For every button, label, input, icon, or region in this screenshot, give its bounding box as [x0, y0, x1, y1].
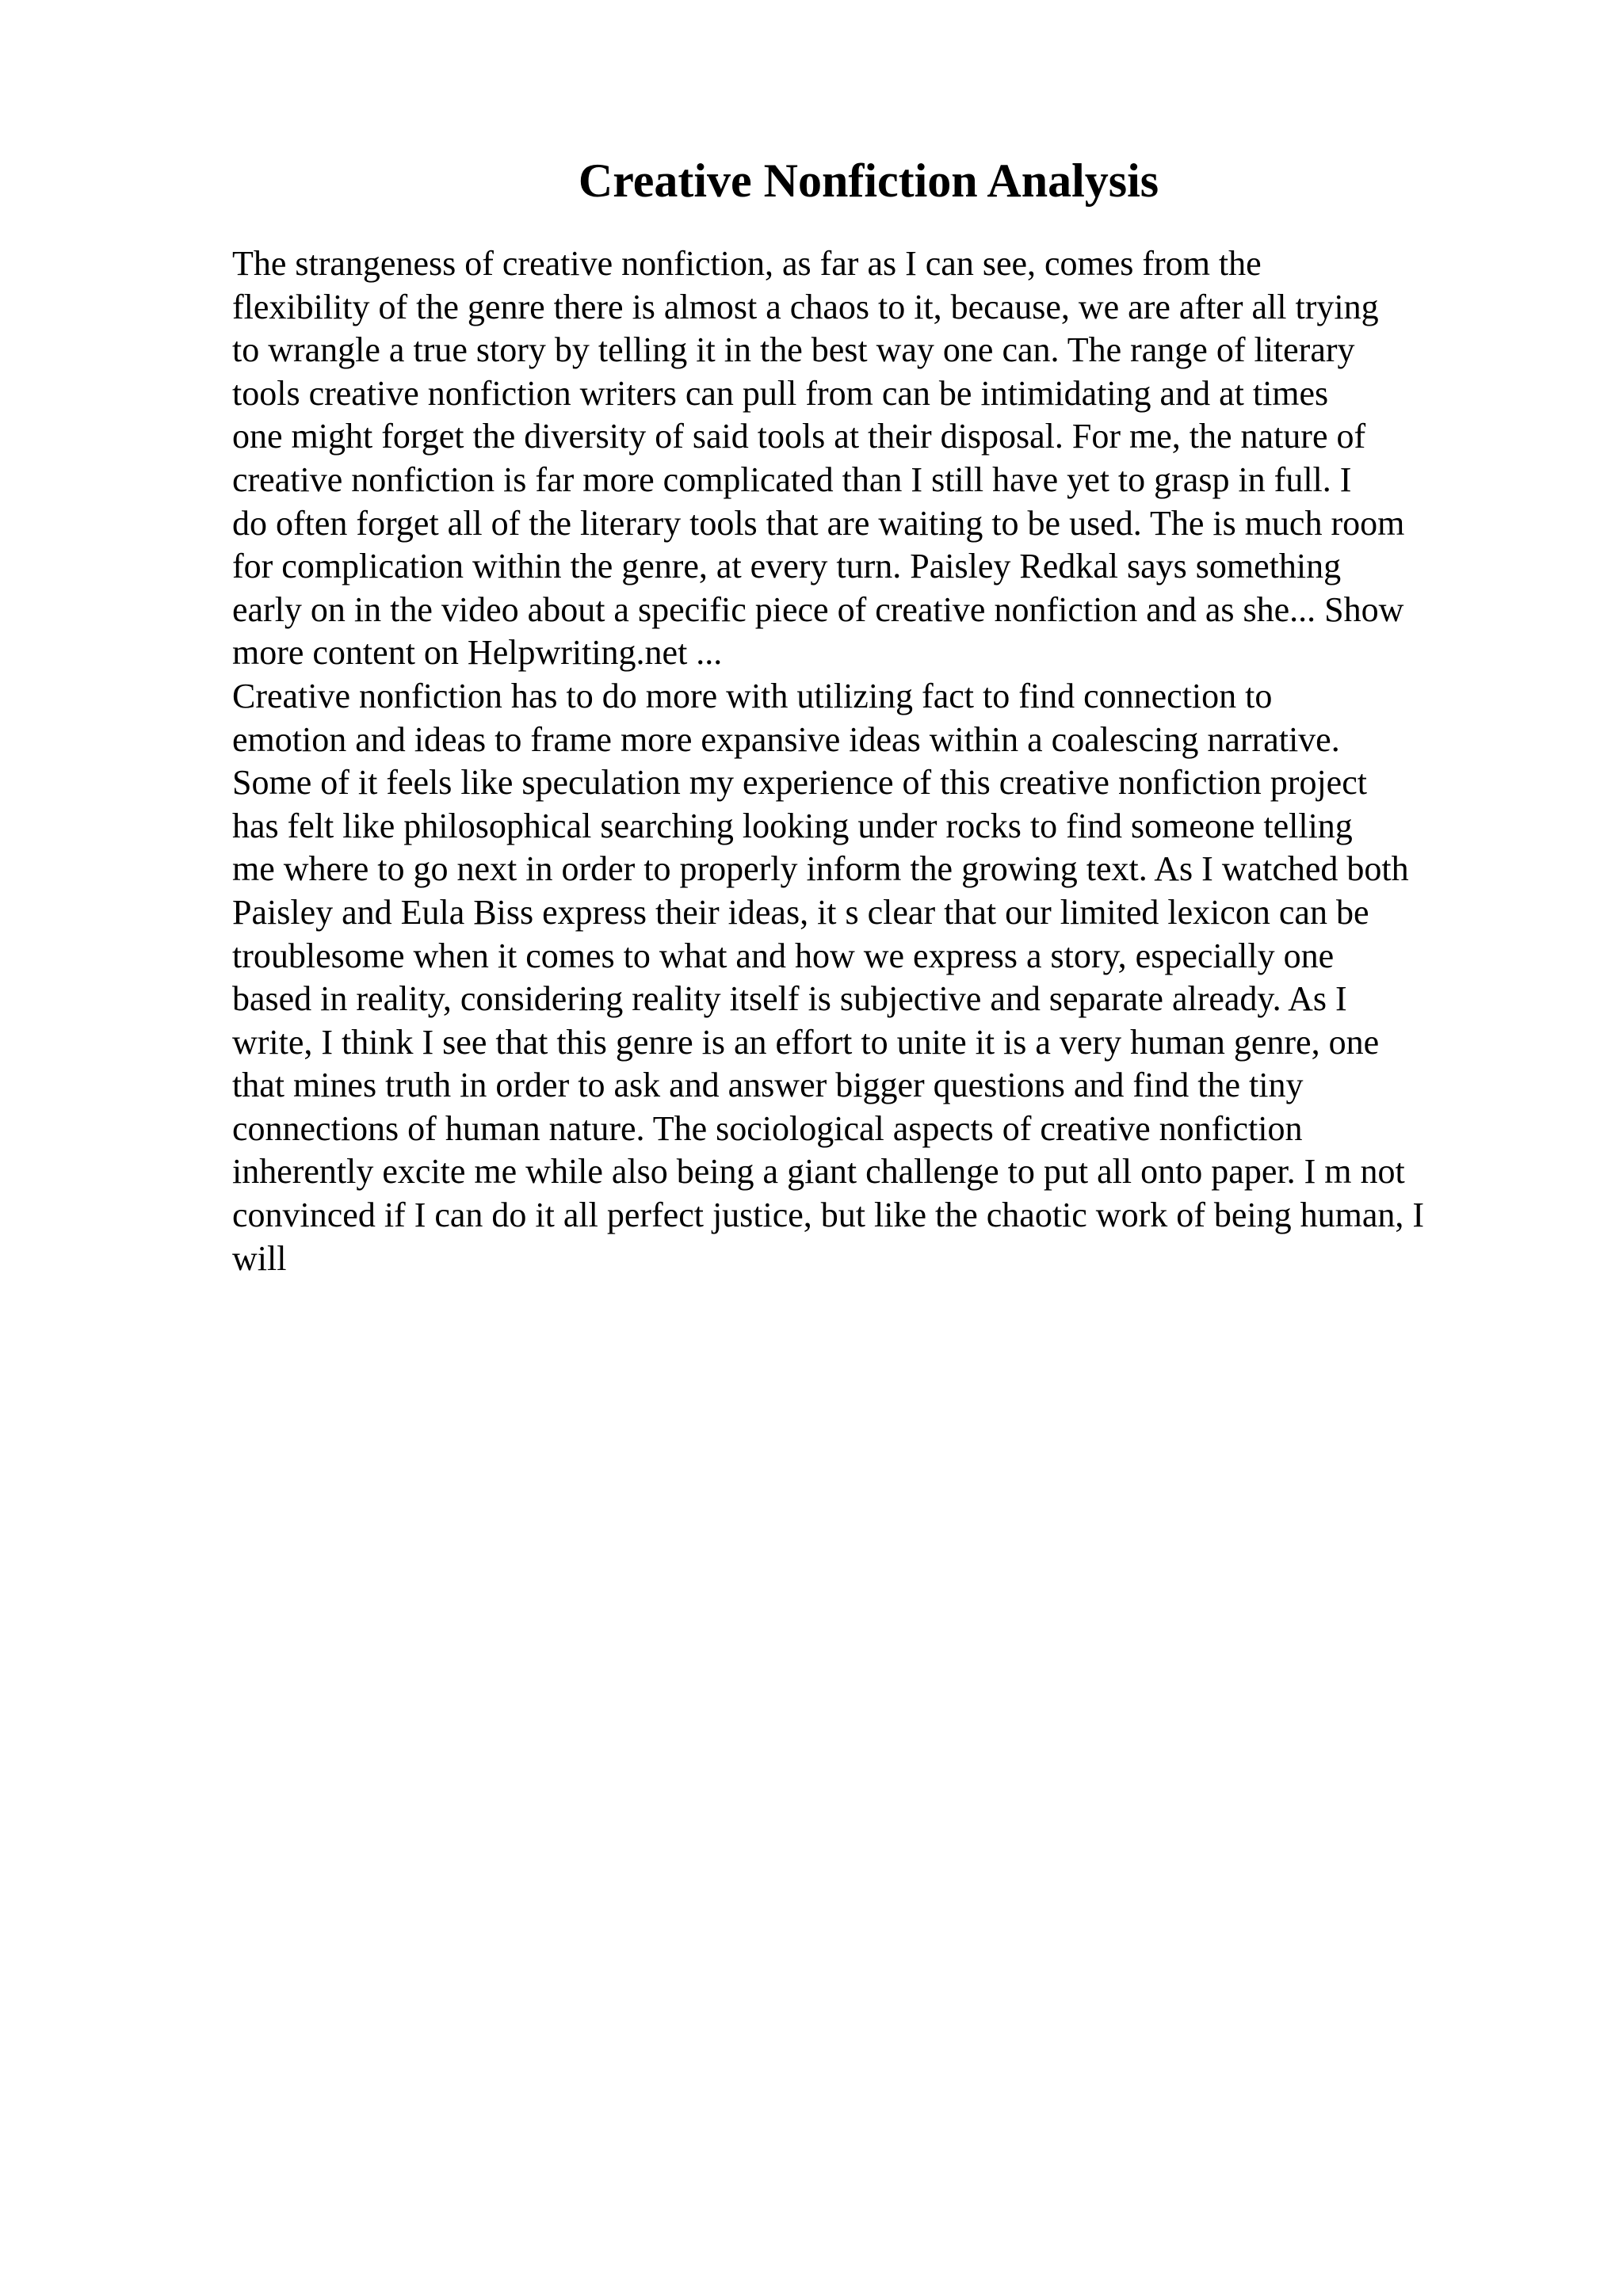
text-line: Paisley and Eula Biss express their ideas, it s clear that our limited lexicon can be — [232, 892, 1369, 932]
text-line: write, I think I see that this genre is an effort to unite it is a very human genre, one — [232, 1022, 1380, 1062]
document-body — [232, 242, 1595, 1280]
text-line: tools creative nonfiction writers can pull from can be intimidating and at times — [232, 373, 1329, 413]
text-line: that mines truth in order to ask and answer bigger questions and find the tiny — [232, 1066, 1304, 1105]
text-line: convinced if I can do it all perfect justice, but like the chaotic work of being human, I — [232, 1196, 1425, 1235]
document-title: Creative Nonfiction Analysis — [578, 154, 1159, 207]
text-line: Some of it feels like speculation my experience of this creative nonfiction project — [232, 763, 1367, 803]
text-line: based in reality, considering reality itself is subjective and separate already. As I — [232, 979, 1347, 1019]
text-line: creative nonfiction is far more complicated than I still have yet to grasp in full. I — [232, 460, 1352, 499]
text-line: more content on Helpwriting.net ... — [232, 633, 723, 673]
text-line: early on in the video about a specific piece of creative nonfiction and as she... Show — [232, 589, 1404, 629]
text-line: inherently excite me while also being a giant challenge to put all onto paper. I m not — [232, 1152, 1405, 1192]
text-line: do often forget all of the literary tools that are waiting to be used. The is much room — [232, 503, 1405, 543]
text-line: flexibility of the genre there is almost a chaos to it, because, we are after all trying — [232, 287, 1379, 326]
text-line: one might forget the diversity of said tools at their disposal. For me, the nature of — [232, 417, 1366, 456]
text-line: me where to go next in order to properly inform the growing text. As I watched both — [232, 849, 1409, 889]
text-line: has felt like philosophical searching looking under rocks to find someone telling — [232, 806, 1353, 845]
text-line: Creative nonfiction has to do more with utilizing fact to find connection to — [232, 676, 1273, 715]
text-line: will — [232, 1238, 287, 1278]
text-line: The strangeness of creative nonfiction, as far as I can see, comes from the — [232, 244, 1262, 283]
text-line: for complication within the genre, at every turn. Paisley Redkal says something — [232, 547, 1342, 586]
text-line: emotion and ideas to frame more expansive ideas within a coalescing narrative. — [232, 719, 1340, 759]
text-line: to wrangle a true story by telling it in the best way one can. The range of literary — [232, 330, 1355, 370]
text-line: connections of human nature. The sociological aspects of creative nonfiction — [232, 1108, 1303, 1148]
text-line: troublesome when it comes to what and how we express a story, especially one — [232, 936, 1335, 975]
